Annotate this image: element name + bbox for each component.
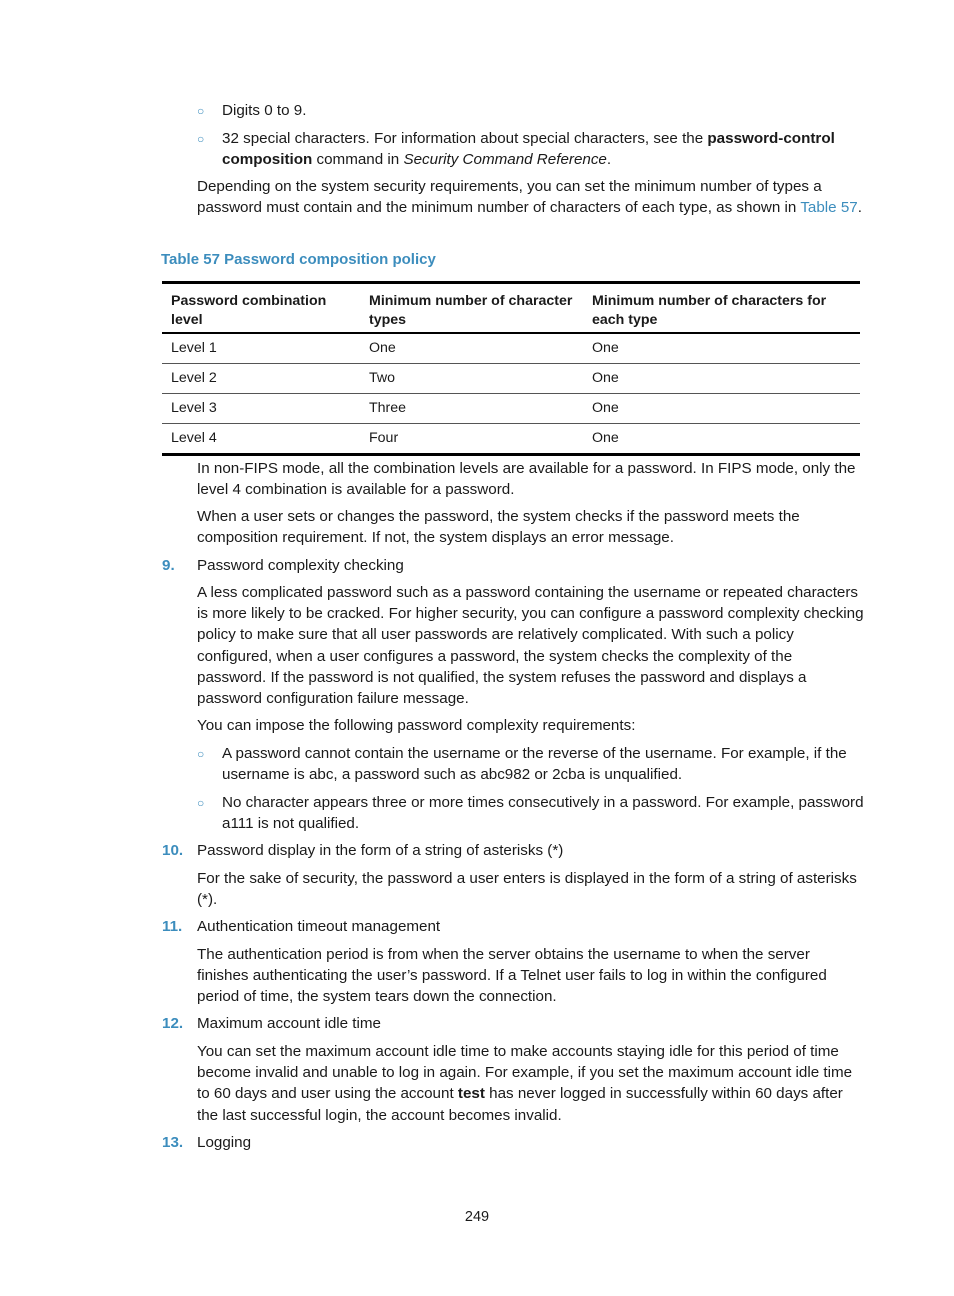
complexity-paragraph: A less complicated password such as a password containing the username or repeated characters is more likely to be cracked. For higher security, you can configure a password complexity checking policy to make sure that all user passwords are relatively complicated. With such a policy configured, when a user configures a password, the system checks the complexity of the password. If the password is not qualified, the system refuses the password and displays a password configuration failure message.: [197, 584, 864, 708]
bullet-special-chars: 32 special characters. For information about special characters, see the password-control composition command in Security Command Reference.: [222, 130, 835, 169]
bullet-repeat: No character appears three or more times consecutively in a password. For example, password a111 is not qualified.: [222, 794, 864, 833]
step-title: Authentication timeout management: [197, 918, 441, 935]
page-number: 249: [464, 1209, 490, 1225]
step-number: 13.: [162, 1134, 184, 1151]
bullet-digits: Digits 0 to 9.: [222, 102, 307, 119]
bullet-icon: ○: [197, 132, 205, 146]
table-cell: Level 2: [162, 364, 360, 394]
step-number: 9.: [162, 557, 175, 574]
table-row: [162, 333, 860, 364]
step-number: 10.: [162, 842, 184, 859]
table-cell: Level 4: [171, 430, 217, 446]
complexity-intro: You can impose the following password complexity requirements:: [197, 717, 636, 734]
step-title: Password display in the form of a string of asterisks (*): [197, 842, 564, 859]
bullet-icon: ○: [197, 796, 205, 810]
fips-paragraph: In non-FIPS mode, all the combination levels are available for a password. In FIPS mode, only the level 4 combination is available for a password.: [197, 460, 856, 499]
bullet-username: A password cannot contain the username or the reverse of the username. For example, if the username is abc, a password such as abc982 or 2cba is unqualified.: [222, 745, 847, 784]
step-number: 11.: [162, 918, 183, 935]
table-cell: One: [592, 430, 619, 446]
table-cell: Level 1: [162, 333, 360, 364]
step-title: Password complexity checking: [197, 557, 404, 574]
table-caption: Table 57 Password composition policy: [161, 251, 436, 268]
table-57-link[interactable]: Table 57: [800, 199, 858, 217]
idle-paragraph: You can set the maximum account idle time to make accounts staying idle for this period of time become invalid and unable to log in again. For example, if you set the maximum account idle time to 60 days and user using the account test has never logged in successfully within 60 days after the last successful login, the account becomes invalid.: [197, 1043, 853, 1124]
column-header: Password combination level: [162, 283, 360, 334]
composition-check-paragraph: When a user sets or changes the password, the system checks if the password meets the composition requirement. If not, the system displays an error message.: [197, 508, 800, 547]
bullet-icon: ○: [197, 747, 205, 761]
table-cell: One: [583, 364, 860, 394]
table-cell: Four: [369, 430, 399, 446]
password-policy-table: [162, 281, 860, 456]
timeout-paragraph: The authentication period is from when the server obtains the username to when the server finishes authenticating the user’s password. If a Telnet user fails to log in within the configured period of time, the system tears down the connection.: [197, 946, 827, 1006]
table-row: [162, 424, 860, 455]
column-header: Minimum number of characters for each type: [583, 283, 860, 334]
step-title: Maximum account idle time: [197, 1015, 382, 1032]
table-cell: Three: [360, 394, 583, 424]
table-cell: Two: [360, 364, 583, 394]
table-cell: One: [583, 333, 860, 364]
table-cell: One: [583, 394, 860, 424]
bullet-icon: ○: [197, 104, 205, 118]
step-number: 12.: [162, 1015, 184, 1032]
column-header: Minimum number of character types: [360, 283, 583, 334]
table-cell: One: [360, 333, 583, 364]
step-title: Logging: [197, 1134, 252, 1151]
table-header-row: [162, 283, 860, 334]
intro-paragraph: Depending on the system security requirements, you can set the minimum number of types a password must contain and the minimum number of characters of each type, as shown in Table 57.: [197, 178, 862, 217]
table-row: [162, 364, 860, 394]
table-cell: Level 3: [162, 394, 360, 424]
asterisk-paragraph: For the sake of security, the password a user enters is displayed in the form of a string of asterisks (*).: [197, 870, 857, 909]
table-row: [162, 394, 860, 424]
